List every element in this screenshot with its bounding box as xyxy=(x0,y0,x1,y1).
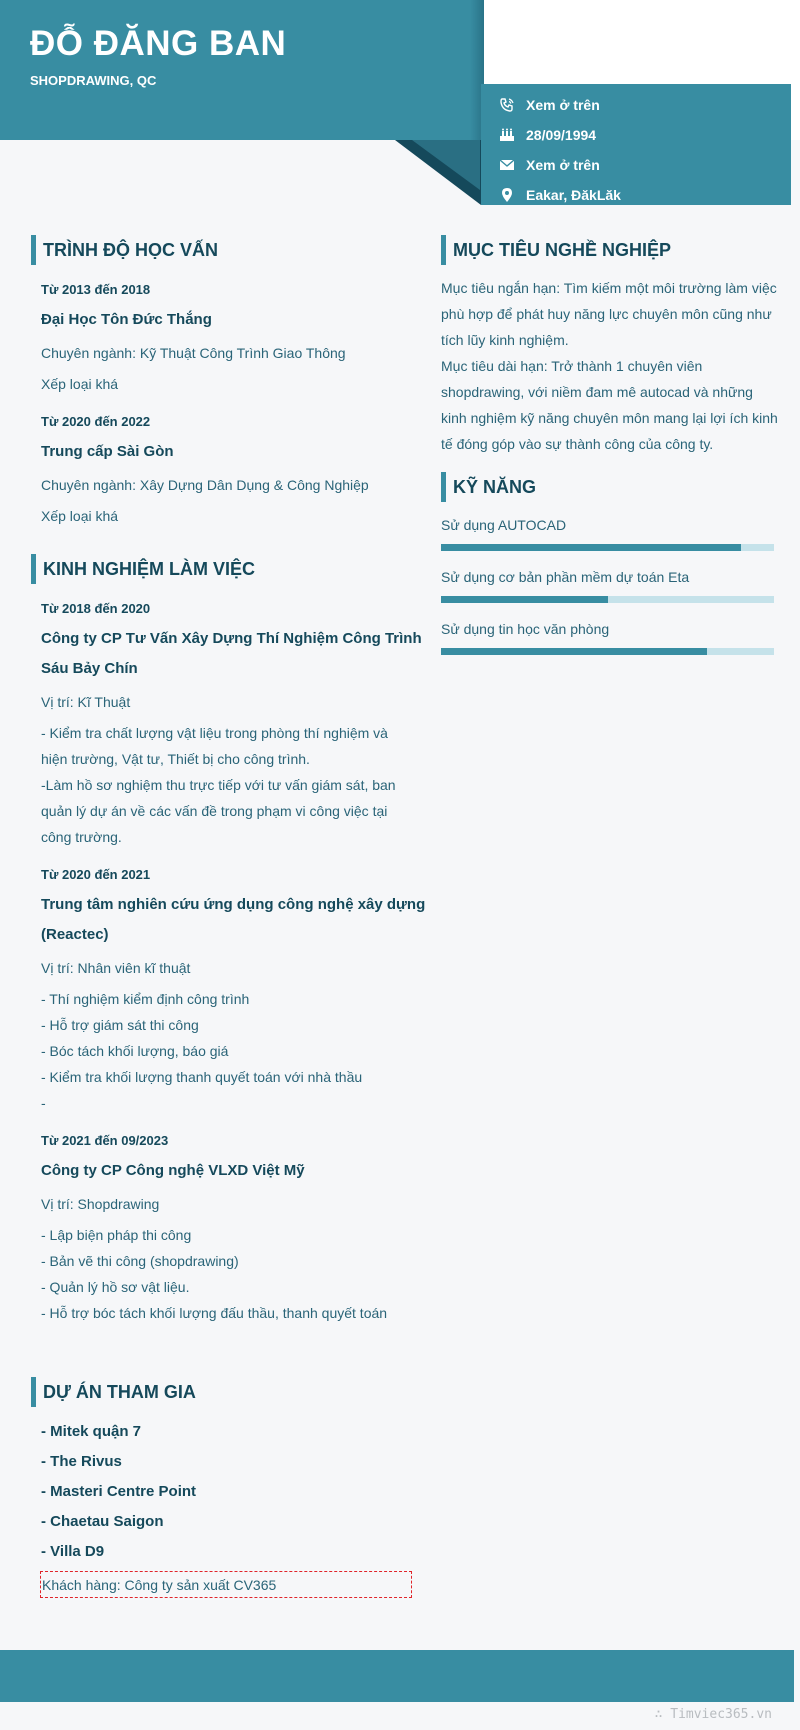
skill-bar xyxy=(441,648,774,655)
objective-line: Mục tiêu dài hạn: Trở thành 1 chuyên viên xyxy=(441,358,703,374)
objective-line: phù hợp để phát huy năng lực chuyên môn cũng như xyxy=(441,306,772,322)
education-major: Chuyên ngành: Xây Dựng Dân Dụng & Công Nghiệp xyxy=(41,477,369,493)
contact-phone xyxy=(498,95,600,115)
experience-company: Công ty CP Tư Vấn Xây Dựng Thí Nghiệm Công Trình xyxy=(41,630,422,647)
description-line: - Lập biện pháp thi công xyxy=(41,1227,192,1243)
education-heading: TRÌNH ĐỘ HỌC VẤN xyxy=(31,235,218,265)
skill-name: Sử dụng AUTOCAD xyxy=(441,517,567,533)
skill-bar-fill xyxy=(441,648,707,655)
experience-description xyxy=(41,1222,387,1326)
contact-birthday-text: 28/09/1994 xyxy=(526,127,597,143)
education-rank: Xếp loại khá xyxy=(41,376,119,392)
ribbon-fold-highlight xyxy=(412,140,480,190)
description-line: - Quản lý hồ sơ vật liệu. xyxy=(41,1279,190,1295)
experience-date: Từ 2020 đến 2021 xyxy=(41,867,151,882)
contact-address-text: Eakar, ĐăkLăk xyxy=(526,187,621,203)
map-pin-icon xyxy=(498,187,516,203)
candidate-name: ĐỖ ĐĂNG BAN xyxy=(30,24,287,63)
education-rank: Xếp loại khá xyxy=(41,508,119,524)
experience-position: Vị trí: Kĩ Thuật xyxy=(41,694,131,710)
phone-icon xyxy=(498,97,516,113)
experience-date: Từ 2018 đến 2020 xyxy=(41,601,151,616)
description-line: công trường. xyxy=(41,829,122,845)
contact-email-text: Xem ở trên xyxy=(526,157,600,173)
footer-band xyxy=(0,1650,794,1702)
education-major: Chuyên ngành: Kỹ Thuật Công Trình Giao Thông xyxy=(41,345,346,361)
objective-line: Mục tiêu ngắn hạn: Tìm kiếm một môi trường làm việc xyxy=(441,280,777,296)
objective-line: kinh nghiệm kỹ năng chuyên môn mang lại lợi ích kinh xyxy=(441,410,778,426)
customer-note[interactable]: Khách hàng: Công ty sản xuất CV365 xyxy=(40,1571,412,1598)
description-line: - Thí nghiệm kiểm định công trình xyxy=(41,991,250,1007)
description-line: hiện trường, Vật tư, Thiết bị cho công trình. xyxy=(41,751,310,767)
skill-name: Sử dụng tin học văn phòng xyxy=(441,621,610,637)
skill-name: Sử dụng cơ bản phần mềm dự toán Eta xyxy=(441,569,690,585)
project-item: - Masteri Centre Point xyxy=(41,1483,197,1500)
education-school: Đại Học Tôn Đức Thắng xyxy=(41,311,212,328)
experience-position: Vị trí: Nhân viên kĩ thuật xyxy=(41,960,191,976)
skill-bar xyxy=(441,544,774,551)
skill-bar xyxy=(441,596,774,603)
project-item: - Villa D9 xyxy=(41,1543,105,1560)
skill-bar-fill xyxy=(441,596,608,603)
objective-heading: MỤC TIÊU NGHỀ NGHIỆP xyxy=(441,235,671,265)
project-item: - Chaetau Saigon xyxy=(41,1513,164,1530)
experience-company: Trung tâm nghiên cứu ứng dụng công nghệ xây dựng xyxy=(41,896,426,913)
projects-heading: DỰ ÁN THAM GIA xyxy=(31,1377,196,1407)
description-line: - Hỗ trợ giám sát thi công xyxy=(41,1017,199,1033)
contact-email xyxy=(498,155,600,175)
description-line: - Kiểm tra khối lượng thanh quyết toán với nhà thầu xyxy=(41,1069,363,1085)
objective-line: shopdrawing, với niềm đam mê autocad và những xyxy=(441,384,753,400)
experience-position: Vị trí: Shopdrawing xyxy=(41,1196,160,1212)
contact-address xyxy=(498,185,621,205)
experience-company: Công ty CP Công nghệ VLXD Việt Mỹ xyxy=(41,1162,305,1179)
description-line: - xyxy=(41,1095,46,1111)
experience-description xyxy=(41,986,362,1116)
description-line: - Bản vẽ thi công (shopdrawing) xyxy=(41,1253,239,1269)
skills-heading: KỸ NĂNG xyxy=(441,472,536,502)
description-line: - Kiểm tra chất lượng vật liệu trong phòng thí nghiệm và xyxy=(41,725,388,741)
skill-bar-fill xyxy=(441,544,741,551)
experience-company: Sáu Bảy Chín xyxy=(41,660,138,677)
project-item: - Mitek quận 7 xyxy=(41,1423,142,1440)
objective-text xyxy=(441,275,778,457)
description-line: -Làm hồ sơ nghiệm thu trực tiếp với tư vấn giám sát, ban xyxy=(41,777,396,793)
objective-line: tế đóng góp vào sự thành công của công ty. xyxy=(441,436,714,452)
header-band xyxy=(0,0,483,140)
experience-company: (Reactec) xyxy=(41,926,109,943)
project-item: - The Rivus xyxy=(41,1453,122,1470)
education-date: Từ 2013 đến 2018 xyxy=(41,282,151,297)
experience-description xyxy=(41,720,396,850)
job-title: SHOPDRAWING, QC xyxy=(30,73,157,88)
description-line: - Hỗ trợ bóc tách khối lượng đấu thầu, thanh quyết toán xyxy=(41,1305,388,1321)
watermark: ∴ Timviec365.vn xyxy=(654,1707,772,1722)
experience-date: Từ 2021 đến 09/2023 xyxy=(41,1133,169,1148)
contact-phone-text: Xem ở trên xyxy=(526,97,600,113)
description-line: quản lý dự án về các vấn đề trong phạm vi công việc tại xyxy=(41,803,388,819)
description-line: - Bóc tách khối lượng, báo giá xyxy=(41,1043,229,1059)
contact-birthday xyxy=(498,125,596,145)
experience-heading: KINH NGHIỆM LÀM VIỆC xyxy=(31,554,255,584)
education-school: Trung cấp Sài Gòn xyxy=(41,443,174,460)
education-date: Từ 2020 đến 2022 xyxy=(41,414,151,429)
cake-icon xyxy=(498,127,516,143)
objective-line: tích lũy kinh nghiệm. xyxy=(441,332,569,348)
envelope-icon xyxy=(498,157,516,173)
